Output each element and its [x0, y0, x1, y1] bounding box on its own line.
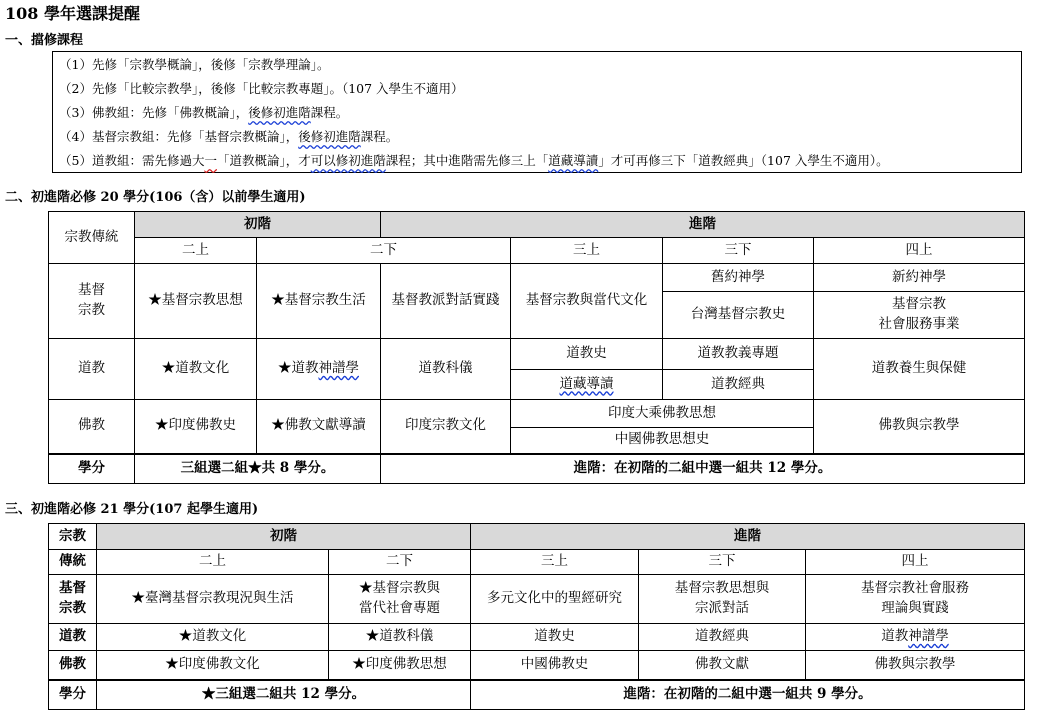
prereq-marked-text: 後修初進階	[298, 129, 361, 144]
term-header: 二下	[257, 238, 511, 264]
term-header: 二下	[329, 550, 471, 575]
page-title: 108 學年選課提醒	[5, 4, 140, 23]
prereq-marked-text: 道藏導讀	[548, 153, 599, 168]
credits-basic: 三組選二組★共 8 學分。	[135, 454, 381, 484]
course-cell: 佛教與宗教學	[806, 651, 1025, 680]
prereq-text: 」才可再修三下「道教經典」（107 入學生不適用）。	[598, 153, 889, 168]
course-cell: ★印度佛教思想	[329, 651, 471, 680]
prereq-item	[59, 53, 1021, 77]
level-basic-header: 初階	[97, 524, 471, 550]
course-cell: 多元文化中的聖經研究	[471, 575, 639, 624]
credits-basic: ★三組選二組共 12 學分。	[97, 680, 471, 710]
course-cell	[806, 624, 1025, 651]
course-cell: 中國佛教思想史	[511, 428, 814, 454]
section2-heading: 二、初進階必修 20 學分(106（含）以前學生適用)	[5, 190, 306, 205]
course-cell: ★印度佛教文化	[97, 651, 329, 680]
term-header: 二上	[97, 550, 329, 575]
prereq-item	[59, 77, 1021, 101]
credits-label: 學分	[49, 454, 135, 484]
course-line: 理論與實踐	[881, 600, 949, 616]
section3-heading: 三、初進階必修 21 學分(107 起學生適用)	[5, 502, 259, 517]
credits-advanced: 進階：在初階的二組中選一組共 9 學分。	[471, 680, 1025, 710]
term-header: 四上	[806, 550, 1025, 575]
course-cell: 中國佛教史	[471, 651, 639, 680]
prereq-marked-text: 一	[204, 153, 217, 168]
course-cell: 道教經典	[663, 370, 814, 400]
row-label-christian	[49, 575, 97, 624]
prereq-item	[59, 101, 1021, 125]
course-cell: 基督宗教與當代文化	[511, 264, 663, 339]
row-label-buddhist: 佛教	[49, 651, 97, 680]
course-cell	[639, 575, 806, 624]
level-advanced-header: 進階	[381, 212, 1025, 238]
course-cell: ★道教科儀	[329, 624, 471, 651]
prereq-item	[59, 125, 1021, 149]
course-cell: ★基督宗教生活	[257, 264, 381, 339]
course-cell: 基督教派對話實踐	[381, 264, 511, 339]
term-header: 四上	[814, 238, 1025, 264]
course-line: ★基督宗教與	[359, 580, 440, 597]
term-header: 三下	[639, 550, 806, 575]
course-line: 社會服務事業	[878, 316, 960, 332]
course-cell: ★印度佛教史	[135, 400, 257, 454]
tradition-header: 宗教傳統	[49, 212, 135, 264]
course-cell	[806, 575, 1025, 624]
course-cell: 道教科儀	[381, 339, 511, 400]
course-cell: ★道教文化	[97, 624, 329, 651]
course-line: 基督宗教	[892, 296, 946, 313]
prereq-text: 「道教概論」，才	[216, 153, 311, 168]
prereq-text: （1）先修「宗教學概論」，後修「宗教學理論」。	[59, 57, 330, 72]
row-label-taoist: 道教	[49, 624, 97, 651]
course-cell: 新約神學	[814, 264, 1025, 292]
course-text: ★道教	[278, 360, 319, 377]
course-cell: 道教養生與保健	[814, 339, 1025, 400]
curriculum-table-106	[48, 211, 1025, 484]
label-line: 宗教	[59, 600, 86, 616]
course-cell: 道教史	[511, 339, 663, 370]
term-header: 三上	[471, 550, 639, 575]
tradition-header: 傳統	[49, 550, 97, 575]
course-text: 道教	[881, 628, 909, 645]
tradition-header: 宗教	[49, 524, 97, 550]
course-cell	[257, 339, 381, 400]
course-line: 基督宗教思想與	[674, 580, 770, 597]
course-cell: 佛教文獻	[639, 651, 806, 680]
prereq-text: 課程。	[310, 105, 349, 120]
label-line: 宗教	[78, 302, 105, 318]
course-cell: ★道教文化	[135, 339, 257, 400]
course-cell	[814, 292, 1025, 339]
prereq-text: （5）道教組：需先修過大	[59, 153, 205, 168]
course-line: 宗派對話	[695, 600, 749, 616]
credits-advanced: 進階：在初階的二組中選一組共 12 學分。	[381, 454, 1025, 484]
course-cell: 印度宗教文化	[381, 400, 511, 454]
course-cell: 道教教義專題	[663, 339, 814, 370]
label-line: 基督	[78, 282, 105, 299]
course-cell: 道教經典	[639, 624, 806, 651]
prereq-item	[59, 149, 1021, 173]
prereq-text: （3）佛教組：先修「佛教概論」，	[59, 105, 249, 120]
course-marked-text: 道藏導讀	[559, 375, 614, 392]
row-label-taoist: 道教	[49, 339, 135, 400]
prereq-text: 課程。	[360, 129, 399, 144]
label-line: 基督	[59, 580, 86, 597]
row-label-buddhist: 佛教	[49, 400, 135, 454]
course-cell	[511, 370, 663, 400]
course-line: 基督宗教社會服務	[861, 580, 969, 597]
credits-label: 學分	[49, 680, 97, 710]
level-advanced-header: 進階	[471, 524, 1025, 550]
prereq-marked-text: 可以修初進階	[310, 153, 386, 168]
level-basic-header: 初階	[135, 212, 381, 238]
course-cell	[329, 575, 471, 624]
prereq-text: （4）基督宗教組：先修「基督宗教概論」，	[59, 129, 299, 144]
term-header: 三下	[663, 238, 814, 264]
course-cell: 台灣基督宗教史	[663, 292, 814, 339]
course-cell: 道教史	[471, 624, 639, 651]
row-label-christian	[49, 264, 135, 339]
course-line: 當代社會專題	[359, 600, 440, 616]
term-header: 二上	[135, 238, 257, 264]
term-header: 三上	[511, 238, 663, 264]
prereq-text: 課程；其中進階需先修三上「	[385, 153, 549, 168]
course-marked-text: 神譜學	[318, 360, 359, 377]
course-cell: 佛教與宗教學	[814, 400, 1025, 454]
course-cell: ★基督宗教思想	[135, 264, 257, 339]
prerequisite-box	[52, 51, 1022, 173]
course-cell: ★佛教文獻導讀	[257, 400, 381, 454]
section1-heading: 一、擋修課程	[5, 33, 84, 48]
course-cell: 印度大乘佛教思想	[511, 400, 814, 428]
prereq-marked-text: 後修初進階	[248, 105, 311, 120]
course-cell: 舊約神學	[663, 264, 814, 292]
course-marked-text: 神譜學	[908, 628, 949, 645]
prereq-text: （2）先修「比較宗教學」，後修「比較宗教專題」。（107 入學生不適用）	[59, 81, 464, 96]
course-cell: ★臺灣基督宗教現況與生活	[97, 575, 329, 624]
curriculum-table-107	[48, 523, 1025, 710]
